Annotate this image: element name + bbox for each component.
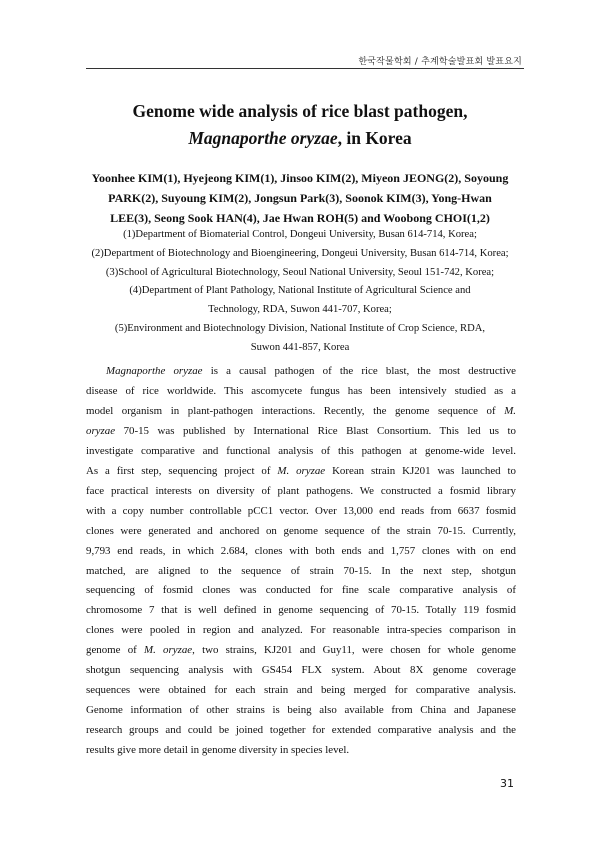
paper-title [60, 98, 540, 152]
affiliation-line: Suwon 441-857, Korea [250, 341, 350, 353]
abstract-text: , two strains, KJ201 and Guy11, were chosen for whole genome [192, 644, 516, 657]
abstract-line: 9,793 end reads, in which 2.684, clones with both ends and 1,757 clones with on end [86, 544, 516, 557]
title-line-2-rest: , in Korea [337, 128, 412, 148]
abstract-line: sequences were obtained for each strain and being merged for comparative analysis. [86, 684, 516, 697]
abstract-body [86, 362, 516, 761]
species-name: M. oryzae [277, 464, 326, 477]
abstract-line: disease of rice worldwide. This ascomycete fungus has been intensively studied as a [86, 384, 516, 397]
affiliation-line: (1)Department of Biomaterial Control, Dongeui University, Busan 614-714, Korea; [123, 229, 477, 240]
page-number: 31 [500, 777, 514, 790]
species-name: oryzae [86, 424, 116, 437]
title-line-1: Genome wide analysis of rice blast pathogen, [132, 101, 468, 121]
abstract-line [86, 641, 516, 661]
title-species-name: Magnaporthe oryzae [188, 128, 338, 148]
abstract-line: matched, are aligned to the sequence of strain 70-15. In the next step, shotgun [86, 564, 516, 577]
abstract-line [86, 462, 516, 482]
abstract-line [86, 362, 516, 382]
species-name: M. oryzae [144, 644, 193, 657]
affiliation-line: (3)School of Agricultural Biotechnology, Seoul National University, Seoul 151-742, Korea; [105, 266, 495, 278]
affiliation-line: (5)Environment and Biotechnology Division, National Institute of Crop Science, RDA, [114, 322, 486, 334]
affiliation-line: (4)Department of Plant Pathology, National Institute of Agricultural Science and [129, 285, 471, 297]
affiliation-list [70, 226, 530, 358]
abstract-text: model organism in plant-pathogen interactions. Recently, the genome sequence of [86, 404, 505, 417]
abstract-line: clones were pooled in region and analyzed. For reasonable intra-species comparison in [86, 624, 516, 637]
running-head-text: 한국작물학회 / 추계학술발표회 발표요지 [358, 57, 522, 67]
abstract-text: 70-15 was published by International Rice Blast Consortium. This led us to [115, 424, 516, 437]
abstract-line: chromosome 7 that is well defined in genome sequencing of 70-15. Totally 119 fosmid [86, 604, 516, 617]
abstract-line: research groups and could be joined together for extended comparative analysis and the [86, 724, 516, 737]
abstract-text: genome of [86, 644, 145, 657]
header-rule [86, 68, 524, 69]
running-header [0, 0, 600, 84]
abstract-line [86, 422, 516, 442]
abstract-line: investigate comparative and functional analysis of this pathogen at genome-wide level. [86, 444, 516, 457]
affiliation-line: (2)Department of Biotechnology and Bioengineering, Dongeui University, Busan 614-714, Korea; [91, 247, 509, 259]
author-line: Yoonhee KIM(1), Hyejeong KIM(1), Jinsoo KIM(2), Miyeon JEONG(2), Soyoung [91, 171, 509, 185]
author-line: PARK(2), Suyoung KIM(2), Jongsun Park(3), Soonok KIM(3), Yong-Hwan [108, 191, 492, 205]
abstract-line: results give more detail in genome diversity in species level. [86, 744, 350, 757]
species-name: Magnaporthe oryzae [106, 365, 203, 377]
species-name: M. [504, 404, 516, 417]
abstract-line: sequencing of fosmid clones was conducted for fine scale comparative analysis of [86, 584, 516, 597]
title-line-2 [60, 125, 540, 152]
abstract-line: clones were generated and anchored on genome sequence of the strain 70-15. Currently, [86, 524, 516, 537]
abstract-line: with a copy number controllable pCC1 vector. Over 13,000 end reads from 6637 fosmid [86, 504, 516, 517]
author-line: LEE(3), Seong Sook HAN(4), Jae Hwan ROH(5) and Woobong CHOI(1,2) [110, 211, 490, 225]
abstract-text: is a causal pathogen of the rice blast, the most destructive [202, 365, 517, 377]
abstract-line: Genome information of other strains is being also available from China and Japanese [86, 704, 516, 717]
abstract-line: face practical interests on diversity of plant pathogens. We constructed a fosmid library [86, 484, 516, 497]
abstract-text: As a first step, sequencing project of [86, 464, 278, 477]
author-list [80, 168, 520, 228]
affiliation-line: Technology, RDA, Suwon 441-707, Korea; [208, 304, 392, 316]
abstract-text: Korean strain KJ201 was launched to [325, 464, 516, 477]
abstract-line [86, 402, 516, 422]
abstract-line: shotgun sequencing analysis with GS454 FLX system. About 8X genome coverage [86, 664, 516, 677]
